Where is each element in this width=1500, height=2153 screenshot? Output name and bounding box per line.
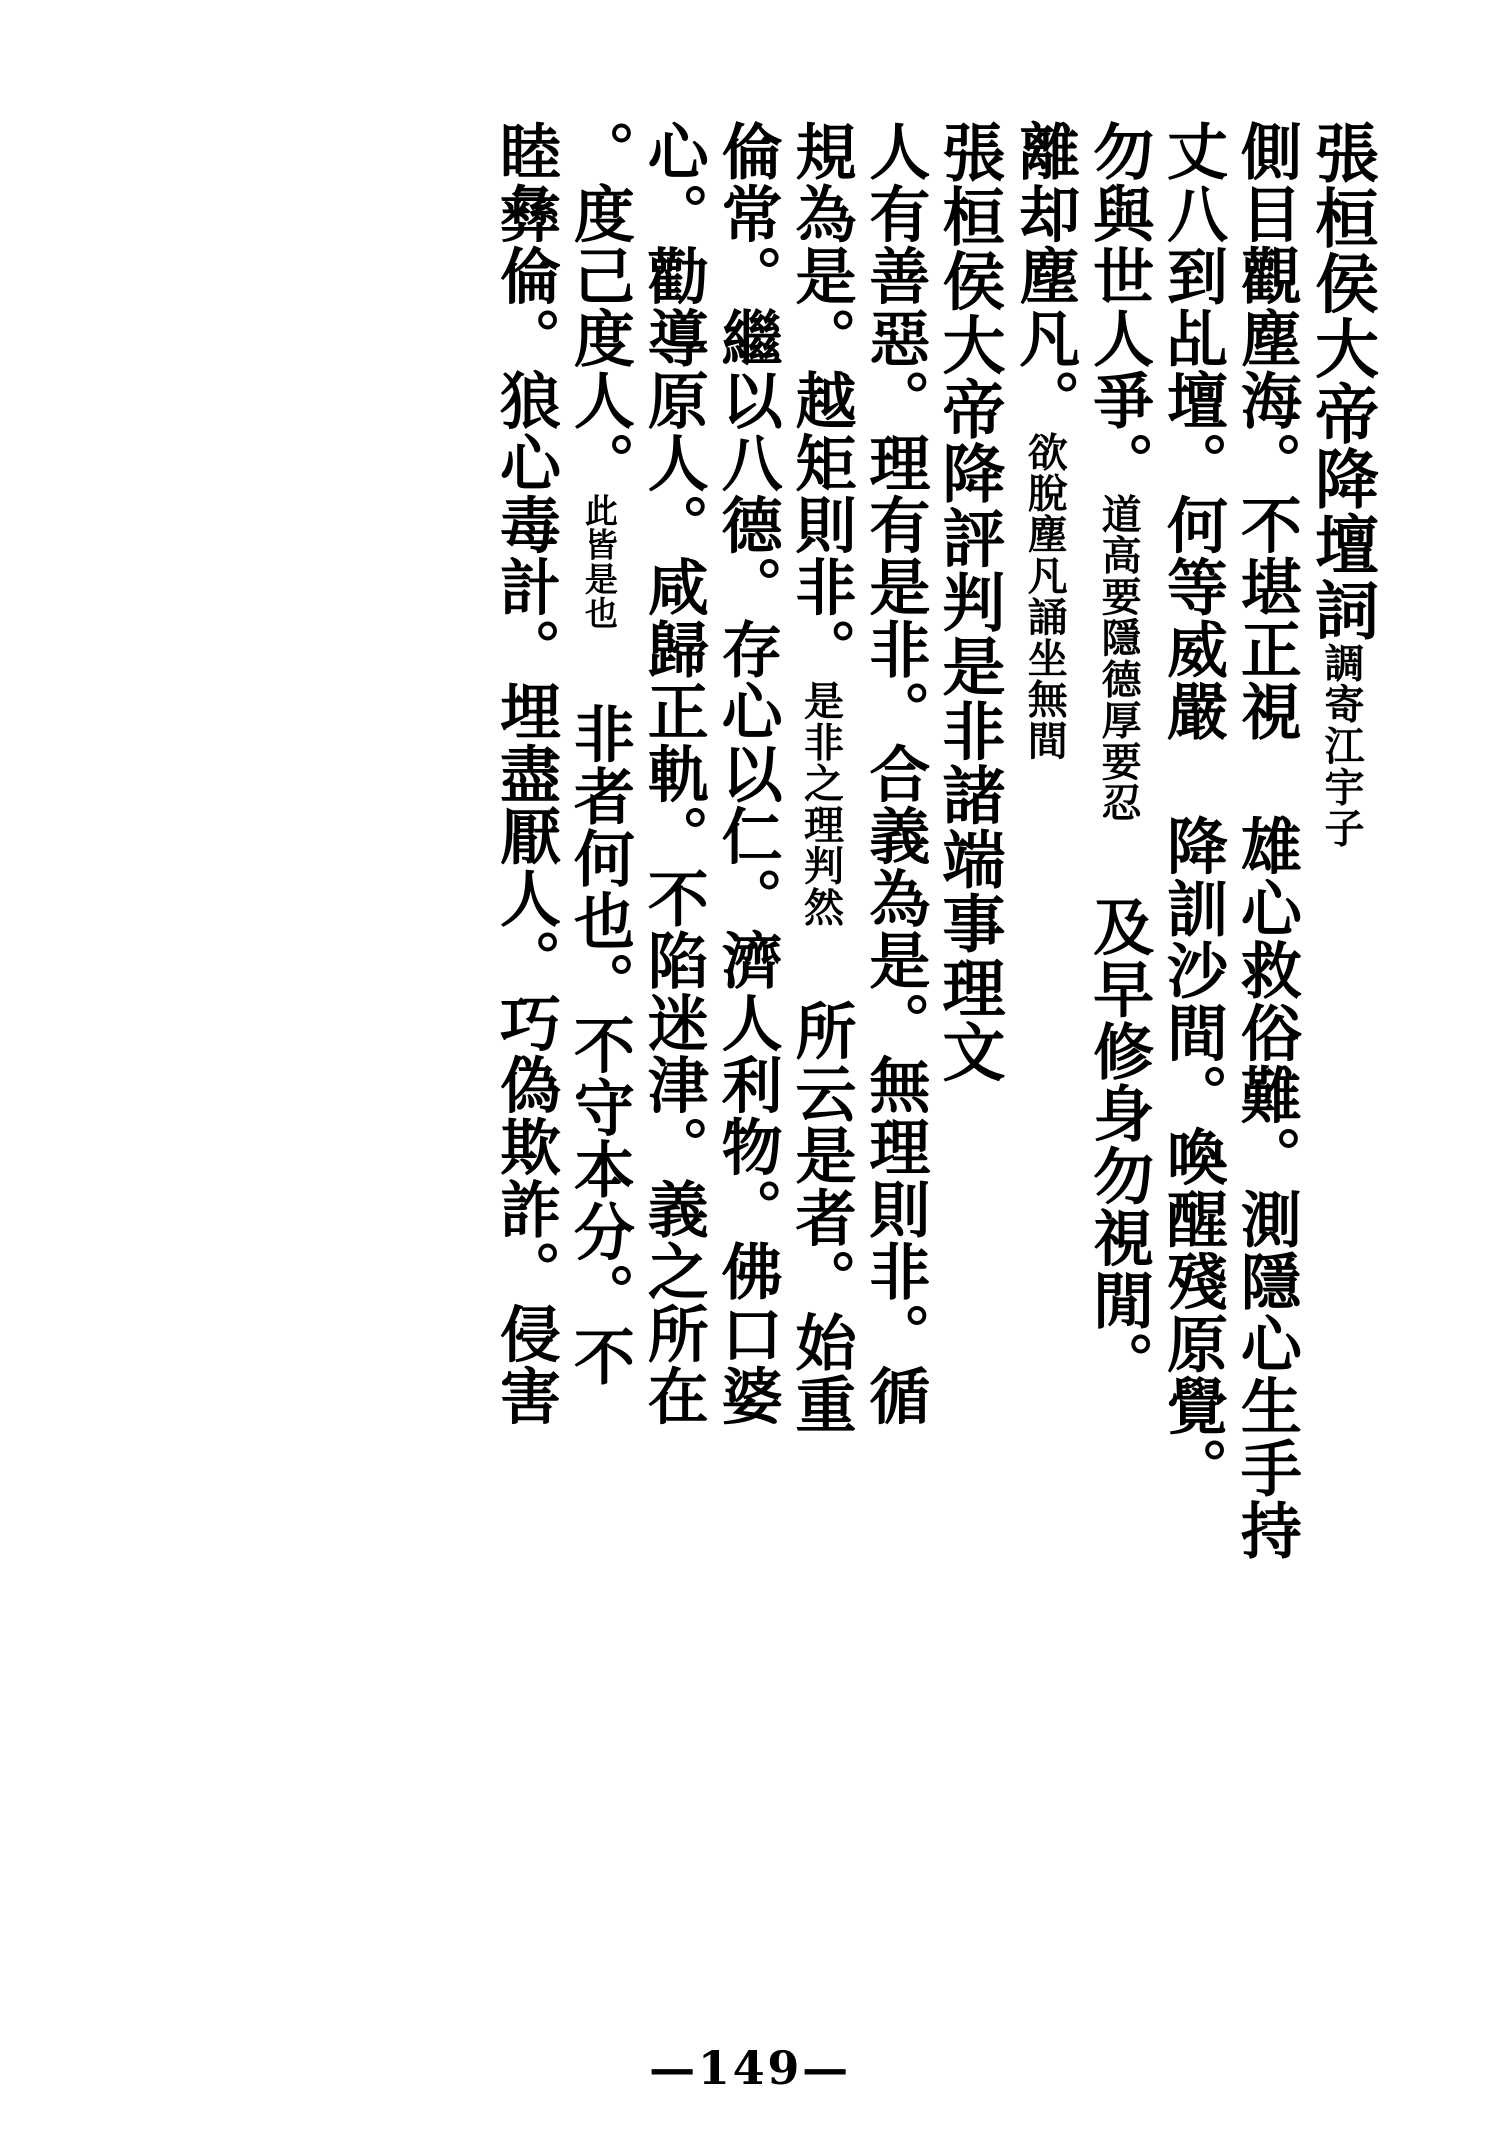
text-column-8 <box>785 120 857 1950</box>
column-main-text: 勿與世人爭。 <box>1083 120 1155 494</box>
column-tail-text: 所云是者。始重 <box>785 927 857 1436</box>
page-number: —149— <box>649 2041 851 2095</box>
column-annotation: 欲脫塵凡誦坐無間 <box>1021 431 1069 761</box>
column-main-text: 睦彝倫。狼心毒計。埋盡厭人。巧偽欺詐。侵害 <box>489 120 561 1427</box>
column-annotation: 道高要隱德厚要忍 <box>1095 493 1143 824</box>
text-column-11 <box>563 120 635 1950</box>
column-annotation: 此皆是也 <box>579 493 619 631</box>
text-column-heading-1 <box>1304 120 1379 1950</box>
column-main-text: 心。勸導原人。咸歸正軌。不陷迷津。義之所在 <box>637 120 709 1427</box>
text-column-9 <box>711 120 783 1950</box>
text-column-4 <box>1083 120 1155 1950</box>
column-main-text: 丈八到乩壇。何等威嚴 降訓沙間。喚醒殘原覺。 <box>1157 120 1229 1499</box>
vertical-text-area <box>120 120 1380 1950</box>
text-column-12 <box>489 120 561 1950</box>
text-column-3 <box>1157 120 1229 1950</box>
text-column-heading-2 <box>932 120 1007 1950</box>
column-main-text: 。度己度人。 <box>563 120 635 494</box>
text-column-7 <box>859 120 931 1950</box>
column-main-text: 規為是。越矩則非。 <box>785 120 857 680</box>
column-main-text: 張桓侯大帝降壇詞 <box>1304 120 1379 643</box>
column-annotation: 是非之理判然 <box>797 679 845 928</box>
column-main-text: 人有善惡。理有是非。合義為是。無理則非。循 <box>859 120 931 1427</box>
text-column-10 <box>637 120 709 1950</box>
column-tail-text: 非者何也。不守本分。不 <box>563 630 635 1387</box>
column-annotation: 調寄江宇子 <box>1318 642 1365 849</box>
column-main-text: 離却塵凡。 <box>1009 120 1081 432</box>
column-tail-text: 及早修身勿視閒。 <box>1083 823 1155 1394</box>
text-column-2 <box>1230 120 1302 1950</box>
column-main-text: 側目觀塵海。不堪正視 雄心救俗難。測隱心生手持 <box>1230 120 1302 1562</box>
column-main-text: 張桓侯大帝降評判是非諸端事理文 <box>932 120 1007 1084</box>
text-column-5 <box>1009 120 1081 1950</box>
column-main-text: 倫常。繼以八德。存心以仁。濟人利物。佛口婆 <box>711 120 783 1427</box>
